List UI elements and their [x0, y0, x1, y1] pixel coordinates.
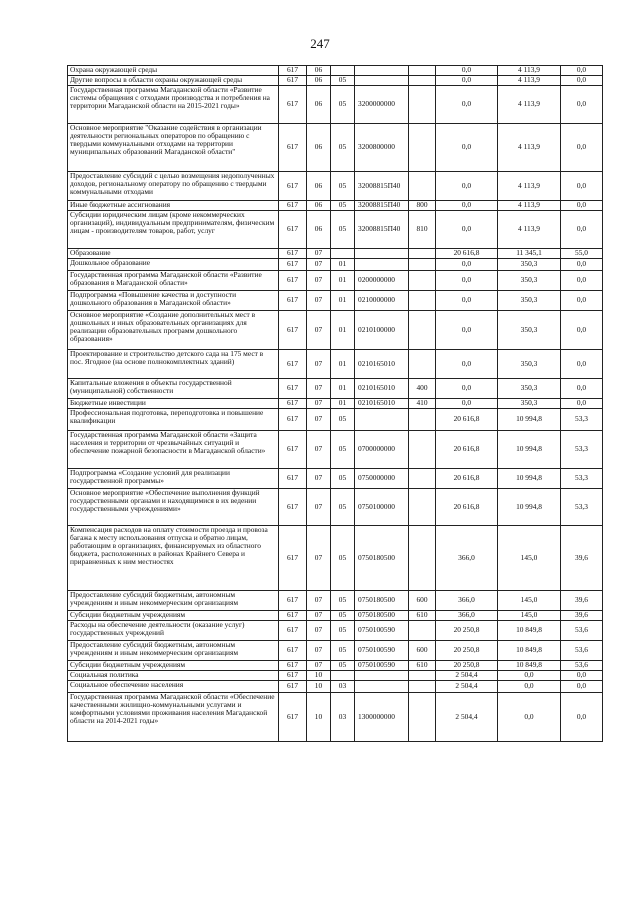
rz-cell: 10 [307, 681, 331, 693]
pr-cell: 05 [331, 431, 355, 469]
rz-cell: 07 [307, 409, 331, 431]
amount-plan-cell: 0,0 [436, 211, 498, 249]
percent-cell: 0,0 [561, 311, 603, 350]
pr-cell: 05 [331, 201, 355, 211]
amount-actual-cell: 350,3 [498, 259, 561, 271]
row-name: Охрана окружающей среды [68, 66, 279, 76]
csr-cell [355, 671, 409, 681]
ved-cell: 617 [279, 172, 307, 201]
row-name: Образование [68, 249, 279, 259]
ved-cell: 617 [279, 489, 307, 526]
percent-cell: 39,6 [561, 526, 603, 591]
amount-actual-cell: 0,0 [498, 671, 561, 681]
percent-cell: 0,0 [561, 66, 603, 76]
amount-plan-cell: 366,0 [436, 591, 498, 611]
csr-cell: 0750180500 [355, 526, 409, 591]
vr-cell [409, 86, 436, 124]
percent-cell: 0,0 [561, 693, 603, 742]
row-name: Подпрограмма «Создание условий для реализации государственной программы» [68, 469, 279, 489]
amount-actual-cell: 10 994,8 [498, 431, 561, 469]
csr-cell: 1300000000 [355, 693, 409, 742]
amount-actual-cell: 350,3 [498, 271, 561, 291]
csr-cell: 0750180500 [355, 611, 409, 621]
amount-actual-cell: 4 113,9 [498, 201, 561, 211]
pr-cell: 01 [331, 311, 355, 350]
ved-cell: 617 [279, 76, 307, 86]
percent-cell: 0,0 [561, 211, 603, 249]
amount-plan-cell: 0,0 [436, 291, 498, 311]
rz-cell: 10 [307, 671, 331, 681]
ved-cell: 617 [279, 641, 307, 661]
row-name: Основное мероприятие "Оказание содействия в организации деятельности региональных операторов по обращению с твердыми коммунальными отходами на территории муниципальных образований Магаданской области" [68, 124, 279, 172]
pr-cell: 01 [331, 399, 355, 409]
amount-plan-cell: 0,0 [436, 399, 498, 409]
pr-cell: 05 [331, 409, 355, 431]
row-name: Основное мероприятие «Создание дополнительных мест в дошкольных и иных образовательных организациях для реализации образовательных программ дошкольного образования» [68, 311, 279, 350]
amount-actual-cell: 0,0 [498, 681, 561, 693]
rz-cell: 07 [307, 641, 331, 661]
row-name: Предоставление субсидий с целью возмещения недополученных доходов, региональному оператору по обращению с твердыми коммунальными отходами [68, 172, 279, 201]
table-row [68, 526, 603, 591]
percent-cell: 53,3 [561, 489, 603, 526]
amount-plan-cell: 20 616,8 [436, 469, 498, 489]
csr-cell [355, 249, 409, 259]
amount-actual-cell: 4 113,9 [498, 66, 561, 76]
vr-cell: 600 [409, 641, 436, 661]
page-number: 247 [310, 36, 330, 51]
vr-cell [409, 671, 436, 681]
ved-cell: 617 [279, 201, 307, 211]
pr-cell: 05 [331, 621, 355, 641]
csr-cell [355, 66, 409, 76]
row-name: Капитальные вложения в объекты государственной (муниципальной) собственности [68, 379, 279, 399]
pr-cell: 05 [331, 591, 355, 611]
table-row [68, 661, 603, 671]
amount-actual-cell: 350,3 [498, 350, 561, 379]
vr-cell: 810 [409, 211, 436, 249]
pr-cell: 03 [331, 681, 355, 693]
percent-cell: 55,0 [561, 249, 603, 259]
row-name: Субсидии юридическим лицам (кроме некоммерческих организаций), индивидуальным предпринимателям, физическим лицам - производителям товаров, работ, услуг [68, 211, 279, 249]
rz-cell: 10 [307, 693, 331, 742]
amount-plan-cell: 0,0 [436, 311, 498, 350]
ved-cell: 617 [279, 66, 307, 76]
vr-cell [409, 271, 436, 291]
rz-cell: 07 [307, 526, 331, 591]
table-row [68, 291, 603, 311]
amount-actual-cell: 4 113,9 [498, 211, 561, 249]
table-row [68, 399, 603, 409]
ved-cell: 617 [279, 591, 307, 611]
percent-cell: 0,0 [561, 76, 603, 86]
amount-plan-cell: 2 504,4 [436, 681, 498, 693]
row-name: Субсидии бюджетным учреждениям [68, 611, 279, 621]
ved-cell: 617 [279, 211, 307, 249]
percent-cell: 0,0 [561, 671, 603, 681]
pr-cell: 05 [331, 641, 355, 661]
pr-cell: 05 [331, 211, 355, 249]
rz-cell: 07 [307, 489, 331, 526]
table-row [68, 693, 603, 742]
csr-cell [355, 681, 409, 693]
csr-cell: 32008815П40 [355, 211, 409, 249]
pr-cell: 01 [331, 291, 355, 311]
amount-plan-cell: 0,0 [436, 66, 498, 76]
table-row [68, 671, 603, 681]
amount-plan-cell: 0,0 [436, 379, 498, 399]
percent-cell: 0,0 [561, 201, 603, 211]
percent-cell: 53,6 [561, 641, 603, 661]
rz-cell: 07 [307, 621, 331, 641]
percent-cell: 0,0 [561, 350, 603, 379]
pr-cell: 05 [331, 124, 355, 172]
ved-cell: 617 [279, 661, 307, 671]
amount-actual-cell: 10 994,8 [498, 409, 561, 431]
pr-cell [331, 249, 355, 259]
row-name: Социальная политика [68, 671, 279, 681]
amount-plan-cell: 20 616,8 [436, 489, 498, 526]
row-name: Предоставление субсидий бюджетным, автономным учреждениям и иным некоммерческим организациям [68, 641, 279, 661]
row-name: Подпрограмма «Повышение качества и доступности дошкольного образования в Магаданской области» [68, 291, 279, 311]
amount-plan-cell: 0,0 [436, 350, 498, 379]
ved-cell: 617 [279, 350, 307, 379]
amount-actual-cell: 11 345,1 [498, 249, 561, 259]
row-name: Государственная программа Магаданской области «Развитие системы обращения с отходами производства и потребления на территории Магаданской области на 2015-2021 годы» [68, 86, 279, 124]
vr-cell [409, 172, 436, 201]
ved-cell: 617 [279, 681, 307, 693]
vr-cell [409, 621, 436, 641]
vr-cell [409, 124, 436, 172]
rz-cell: 07 [307, 611, 331, 621]
table-row [68, 201, 603, 211]
pr-cell: 05 [331, 661, 355, 671]
table-row [68, 409, 603, 431]
table-row [68, 641, 603, 661]
csr-cell: 0750000000 [355, 469, 409, 489]
csr-cell: 32008815П40 [355, 201, 409, 211]
pr-cell: 05 [331, 469, 355, 489]
vr-cell: 610 [409, 611, 436, 621]
vr-cell [409, 526, 436, 591]
row-name: Профессиональная подготовка, переподготовка и повышение квалификации [68, 409, 279, 431]
rz-cell: 07 [307, 469, 331, 489]
table-row [68, 124, 603, 172]
ved-cell: 617 [279, 291, 307, 311]
amount-actual-cell: 350,3 [498, 399, 561, 409]
percent-cell: 0,0 [561, 379, 603, 399]
table-row [68, 76, 603, 86]
vr-cell: 400 [409, 379, 436, 399]
table-row [68, 259, 603, 271]
budget-table [67, 65, 603, 742]
amount-actual-cell: 350,3 [498, 379, 561, 399]
rz-cell: 07 [307, 379, 331, 399]
ved-cell: 617 [279, 259, 307, 271]
amount-actual-cell: 145,0 [498, 526, 561, 591]
amount-plan-cell: 366,0 [436, 611, 498, 621]
csr-cell: 3200000000 [355, 86, 409, 124]
vr-cell [409, 350, 436, 379]
percent-cell: 53,6 [561, 661, 603, 671]
row-name: Государственная программа Магаданской области «Развитие образования в Магаданской области» [68, 271, 279, 291]
percent-cell: 53,6 [561, 621, 603, 641]
amount-plan-cell: 20 250,8 [436, 641, 498, 661]
vr-cell [409, 259, 436, 271]
amount-actual-cell: 10 994,8 [498, 489, 561, 526]
percent-cell: 53,3 [561, 409, 603, 431]
rz-cell: 07 [307, 431, 331, 469]
amount-actual-cell: 145,0 [498, 611, 561, 621]
csr-cell: 0700000000 [355, 431, 409, 469]
amount-actual-cell: 350,3 [498, 291, 561, 311]
pr-cell: 05 [331, 76, 355, 86]
vr-cell [409, 409, 436, 431]
csr-cell [355, 409, 409, 431]
ved-cell: 617 [279, 271, 307, 291]
pr-cell: 03 [331, 693, 355, 742]
ved-cell: 617 [279, 124, 307, 172]
csr-cell: 0210000000 [355, 291, 409, 311]
vr-cell [409, 291, 436, 311]
table-row [68, 211, 603, 249]
vr-cell [409, 249, 436, 259]
row-name: Основное мероприятие «Обеспечение выполнения функций государственными органами и находящимися в их ведении государственными учреждениями» [68, 489, 279, 526]
row-name: Расходы на обеспечение деятельности (оказание услуг) государственных учреждений [68, 621, 279, 641]
pr-cell: 01 [331, 271, 355, 291]
percent-cell: 0,0 [561, 259, 603, 271]
ved-cell: 617 [279, 86, 307, 124]
vr-cell: 610 [409, 661, 436, 671]
csr-cell: 0210165010 [355, 399, 409, 409]
amount-actual-cell: 0,0 [498, 693, 561, 742]
row-name: Социальное обеспечение населения [68, 681, 279, 693]
row-name: Государственная программа Магаданской области «Обеспечение качественными жилищно-коммунальными услугами и комфортными условиями проживания населения Магаданской области на 2014-2021 годы» [68, 693, 279, 742]
pr-cell: 05 [331, 86, 355, 124]
percent-cell: 0,0 [561, 124, 603, 172]
ved-cell: 617 [279, 693, 307, 742]
vr-cell [409, 66, 436, 76]
csr-cell: 0750100000 [355, 489, 409, 526]
csr-cell: 32008815П40 [355, 172, 409, 201]
budget-table-body [68, 66, 603, 742]
table-row [68, 172, 603, 201]
ved-cell: 617 [279, 249, 307, 259]
amount-plan-cell: 20 250,8 [436, 661, 498, 671]
rz-cell: 06 [307, 66, 331, 76]
csr-cell: 0750100590 [355, 661, 409, 671]
percent-cell: 0,0 [561, 681, 603, 693]
table-row [68, 249, 603, 259]
percent-cell: 53,3 [561, 469, 603, 489]
percent-cell: 39,6 [561, 611, 603, 621]
percent-cell: 0,0 [561, 399, 603, 409]
ved-cell: 617 [279, 526, 307, 591]
pr-cell [331, 671, 355, 681]
rz-cell: 06 [307, 86, 331, 124]
table-row [68, 469, 603, 489]
vr-cell [409, 431, 436, 469]
row-name: Проектирование и строительство детского сада на 175 мест в пос. Ягодное (на основе полнокомплектных зданий) [68, 350, 279, 379]
csr-cell: 0210165010 [355, 379, 409, 399]
row-name: Другие вопросы в области охраны окружающей среды [68, 76, 279, 86]
table-row [68, 350, 603, 379]
percent-cell: 39,6 [561, 591, 603, 611]
csr-cell: 0210165010 [355, 350, 409, 379]
amount-plan-cell: 0,0 [436, 76, 498, 86]
vr-cell [409, 693, 436, 742]
ved-cell: 617 [279, 611, 307, 621]
amount-plan-cell: 0,0 [436, 86, 498, 124]
table-row [68, 311, 603, 350]
rz-cell: 07 [307, 399, 331, 409]
row-name: Субсидии бюджетным учреждениям [68, 661, 279, 671]
rz-cell: 06 [307, 211, 331, 249]
rz-cell: 06 [307, 124, 331, 172]
pr-cell: 05 [331, 489, 355, 526]
csr-cell: 3200800000 [355, 124, 409, 172]
csr-cell: 0750100590 [355, 641, 409, 661]
table-row [68, 621, 603, 641]
rz-cell: 07 [307, 271, 331, 291]
pr-cell: 05 [331, 172, 355, 201]
ved-cell: 617 [279, 311, 307, 350]
table-row [68, 591, 603, 611]
row-name: Государственная программа Магаданской области «Защита населения и территории от чрезвычайных ситуаций и обеспечение пожарной безопасности в Магаданской области» [68, 431, 279, 469]
amount-plan-cell: 2 504,4 [436, 693, 498, 742]
amount-actual-cell: 350,3 [498, 311, 561, 350]
vr-cell [409, 311, 436, 350]
amount-actual-cell: 10 994,8 [498, 469, 561, 489]
amount-plan-cell: 0,0 [436, 201, 498, 211]
rz-cell: 06 [307, 76, 331, 86]
vr-cell: 800 [409, 201, 436, 211]
amount-plan-cell: 0,0 [436, 271, 498, 291]
percent-cell: 0,0 [561, 291, 603, 311]
table-row [68, 489, 603, 526]
amount-actual-cell: 4 113,9 [498, 86, 561, 124]
rz-cell: 07 [307, 311, 331, 350]
amount-plan-cell: 0,0 [436, 124, 498, 172]
amount-plan-cell: 20 616,8 [436, 431, 498, 469]
amount-plan-cell: 0,0 [436, 259, 498, 271]
amount-plan-cell: 20 250,8 [436, 621, 498, 641]
csr-cell: 0210100000 [355, 311, 409, 350]
csr-cell [355, 76, 409, 86]
csr-cell [355, 259, 409, 271]
row-name: Предоставление субсидий бюджетным, автономным учреждениям и иным некоммерческим организациям [68, 591, 279, 611]
csr-cell: 0750100590 [355, 621, 409, 641]
rz-cell: 07 [307, 661, 331, 671]
rz-cell: 07 [307, 350, 331, 379]
rz-cell: 06 [307, 201, 331, 211]
pr-cell: 01 [331, 259, 355, 271]
pr-cell: 05 [331, 611, 355, 621]
table-row [68, 431, 603, 469]
table-row [68, 66, 603, 76]
rz-cell: 07 [307, 259, 331, 271]
percent-cell: 53,3 [561, 431, 603, 469]
vr-cell: 600 [409, 591, 436, 611]
amount-actual-cell: 145,0 [498, 591, 561, 611]
pr-cell: 01 [331, 379, 355, 399]
table-row [68, 271, 603, 291]
csr-cell: 0750180500 [355, 591, 409, 611]
table-row [68, 611, 603, 621]
rz-cell: 06 [307, 172, 331, 201]
ved-cell: 617 [279, 671, 307, 681]
amount-plan-cell: 20 616,8 [436, 249, 498, 259]
table-row [68, 681, 603, 693]
amount-actual-cell: 4 113,9 [498, 124, 561, 172]
amount-actual-cell: 4 113,9 [498, 76, 561, 86]
pr-cell [331, 66, 355, 76]
row-name: Бюджетные инвестиции [68, 399, 279, 409]
table-row [68, 86, 603, 124]
row-name: Компенсация расходов на оплату стоимости проезда и провоза багажа к месту использования отпуска и обратно лицам, работающим в организациях, финансируемых из областного бюджета, расположенных в районах Крайнего Севера и приравненных к ним местностях [68, 526, 279, 591]
vr-cell [409, 681, 436, 693]
percent-cell: 0,0 [561, 172, 603, 201]
vr-cell [409, 76, 436, 86]
amount-plan-cell: 0,0 [436, 172, 498, 201]
vr-cell [409, 469, 436, 489]
row-name: Иные бюджетные ассигнования [68, 201, 279, 211]
ved-cell: 617 [279, 469, 307, 489]
percent-cell: 0,0 [561, 86, 603, 124]
ved-cell: 617 [279, 431, 307, 469]
amount-actual-cell: 10 849,8 [498, 661, 561, 671]
rz-cell: 07 [307, 249, 331, 259]
amount-actual-cell: 4 113,9 [498, 172, 561, 201]
vr-cell [409, 489, 436, 526]
table-row [68, 379, 603, 399]
rz-cell: 07 [307, 591, 331, 611]
csr-cell: 0200000000 [355, 271, 409, 291]
ved-cell: 617 [279, 399, 307, 409]
ved-cell: 617 [279, 621, 307, 641]
amount-actual-cell: 10 849,8 [498, 641, 561, 661]
amount-plan-cell: 366,0 [436, 526, 498, 591]
amount-plan-cell: 2 504,4 [436, 671, 498, 681]
ved-cell: 617 [279, 409, 307, 431]
percent-cell: 0,0 [561, 271, 603, 291]
vr-cell: 410 [409, 399, 436, 409]
ved-cell: 617 [279, 379, 307, 399]
rz-cell: 07 [307, 291, 331, 311]
pr-cell: 01 [331, 350, 355, 379]
amount-actual-cell: 10 849,8 [498, 621, 561, 641]
row-name: Дошкольное образование [68, 259, 279, 271]
amount-plan-cell: 20 616,8 [436, 409, 498, 431]
pr-cell: 05 [331, 526, 355, 591]
